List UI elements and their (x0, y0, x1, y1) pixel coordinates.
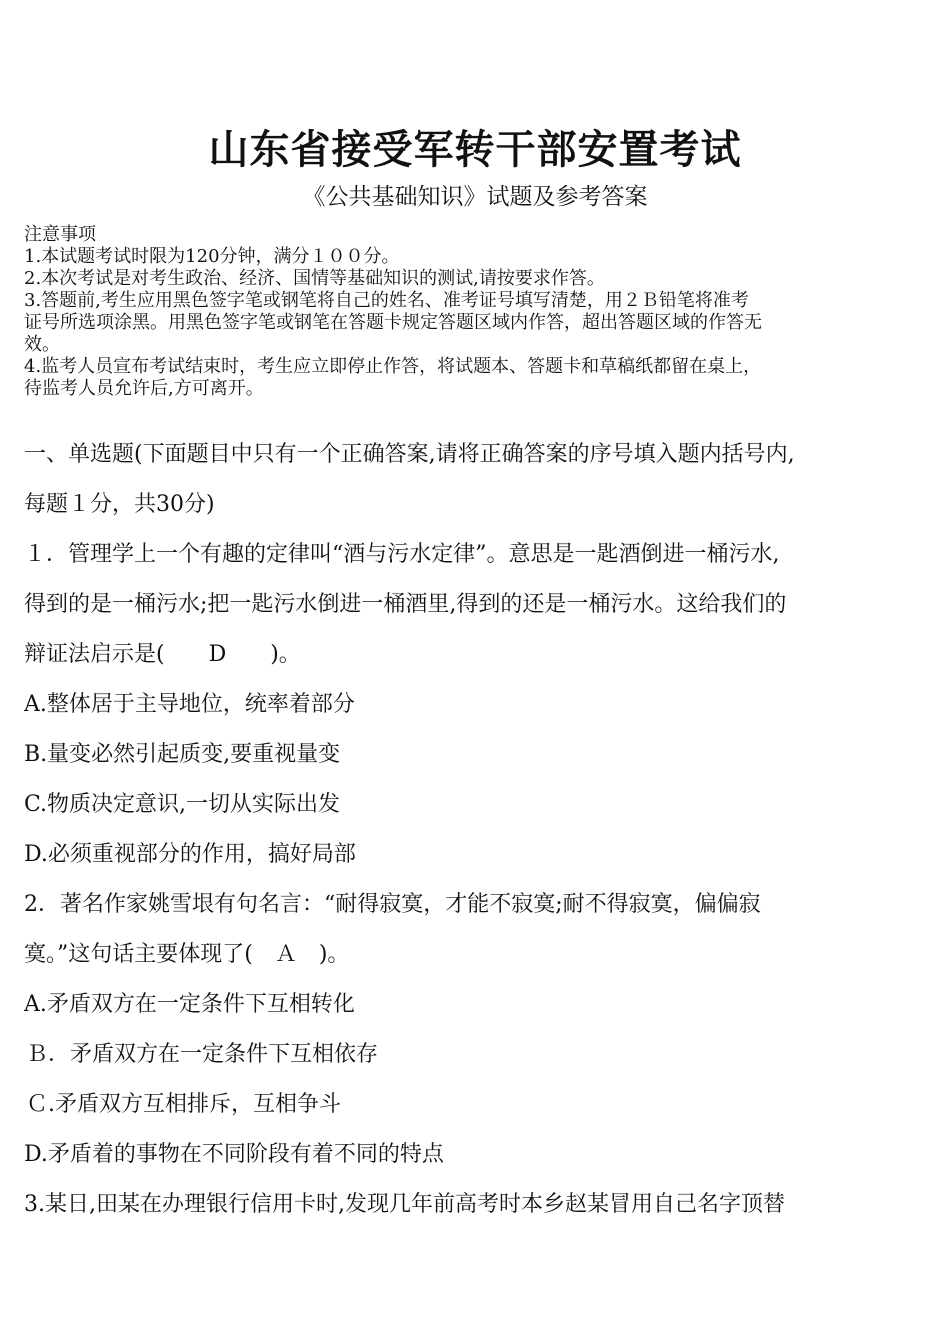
section-heading: 一、单选题(下面题目中只有一个正确答案,请将正确答案的序号填入题内括号内, (24, 442, 795, 467)
question-1-option: C.物质决定意识,一切从实际出发 (24, 792, 341, 817)
question-1-text: 辩证法启示是( D )。 (24, 642, 301, 667)
question-2-text: 寞。”这句话主要体现了( Ａ )。 (24, 942, 350, 967)
question-2-option: Ｃ.矛盾双方互相排斥，互相争斗 (26, 1092, 341, 1117)
question-1-option: A.整体居于主导地位，统率着部分 (24, 692, 355, 717)
question-3-text: 3.某日,田某在办理银行信用卡时,发现几年前高考时本乡赵某冒用自己名字顶替 (24, 1192, 785, 1217)
document-title: 山东省接受军转干部安置考试 (208, 126, 742, 173)
question-1-text: 得到的是一桶污水;把一匙污水倒进一桶酒里,得到的还是一桶污水。这给我们的 (24, 592, 787, 617)
question-1-text: １．管理学上一个有趣的定律叫“酒与污水定律”。意思是一匙酒倒进一桶污水, (24, 542, 780, 567)
document-subtitle: 《公共基础知识》试题及参考答案 (302, 184, 648, 210)
notes-line: 1.本试题考试时限为120分钟，满分１００分。 (24, 246, 400, 267)
exam-body (24, 430, 938, 1230)
question-2-option: Ｂ．矛盾双方在一定条件下互相依存 (26, 1042, 379, 1067)
question-2-text: 2．著名作家姚雪垠有句名言：“耐得寂寞，才能不寂寞;耐不得寂寞，偏偏寂 (24, 892, 761, 917)
notes-line: 3.答题前,考生应用黑色签字笔或钢笔将自己的姓名、准考证号填写清楚，用２Ｂ铅笔将准考 (24, 290, 749, 311)
notes-line: 2.本次考试是对考生政治、经济、国情等基础知识的测试,请按要求作答。 (24, 268, 605, 289)
exam-notes (24, 224, 938, 400)
question-2-option: D.矛盾着的事物在不同阶段有着不同的特点 (24, 1142, 444, 1167)
question-2-option: A.矛盾双方在一定条件下互相转化 (24, 992, 355, 1017)
notes-heading: 注意事项 (24, 224, 96, 245)
notes-line: 证号所选项涂黑。用黑色签字笔或钢笔在答题卡规定答题区域内作答，超出答题区域的作答无 (24, 312, 762, 333)
section-heading: 每题１分，共30分) (24, 492, 215, 517)
notes-line: 效。 (24, 334, 60, 355)
notes-line: 待监考人员允许后,方可离开。 (24, 378, 264, 399)
question-1-option: D.必须重视部分的作用，搞好局部 (24, 842, 356, 867)
notes-line: 4.监考人员宣布考试结束时，考生应立即停止作答，将试题本、答题卡和草稿纸都留在桌上， (24, 356, 762, 377)
question-1-option: B.量变必然引起质变,要重视量变 (24, 742, 341, 767)
